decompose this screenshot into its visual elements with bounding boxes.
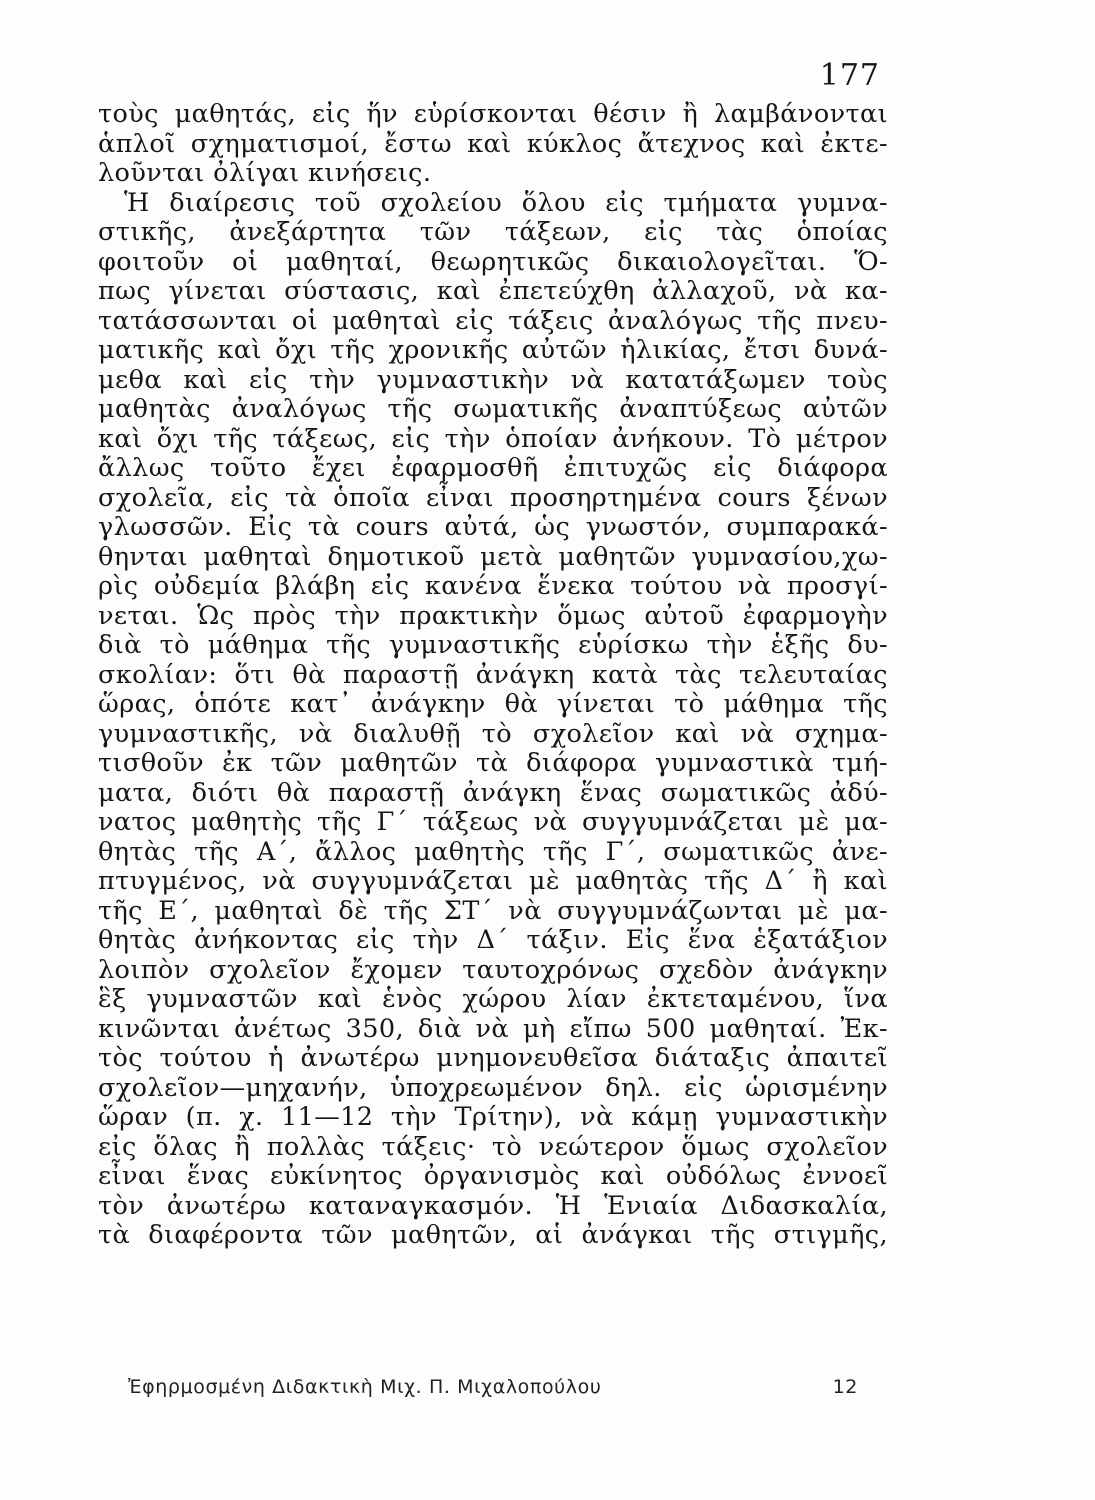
text-line: θητὰς τῆς Α΄, ἄλλος μαθητὴς τῆς Γ΄, σωματικῶς ἀνε- [98, 836, 888, 867]
page-footer [128, 1376, 868, 1406]
text-line: τὸν ἀνωτέρω καταναγκασμόν. Ἡ Ἑνιαία Διδασκαλία, [98, 1190, 888, 1221]
text-line: σχολεῖον—μηχανήν, ὑποχρεωμένον δηλ. εἰς ὡρισμένην [98, 1072, 888, 1103]
footer-book-title: Ἐφηρμοσμένη Διδακτικὴ Μιχ. Π. Μιχαλοπούλου [128, 1376, 602, 1398]
text-line: Ἡ διαίρεσις τοῦ σχολείου ὅλου εἰς τμήματα γυμνα- [124, 187, 888, 218]
text-line: μεθα καὶ εἰς τὴν γυμναστικὴν νὰ κατατάξωμεν τοὺς [98, 364, 888, 395]
footer-signature-number: 12 [832, 1376, 858, 1398]
text-line: μαθητὰς ἀναλόγως τῆς σωματικῆς ἀναπτύξεως αὐτῶν [98, 394, 888, 424]
text-line: φοιτοῦν οἱ μαθηταί, θεωρητικῶς δικαιολογεῖται. Ὅ- [98, 246, 888, 277]
text-line: θητὰς ἀνήκοντας εἰς τὴν Δ΄ τάξιν. Εἰς ἕνα ἑξατάξιον [98, 925, 888, 955]
text-line: τοὺς μαθητάς, εἰς ἥν εὑρίσκονται θέσιν ἢ λαμβάνονται [98, 99, 888, 129]
text-line: νεται. Ὡς πρὸς τὴν πρακτικὴν ὅμως αὐτοῦ ἐφαρμογὴν [98, 600, 888, 631]
text-line: τατάσσωνται οἱ μαθηταὶ εἰς τάξεις ἀναλόγως τῆς πνευ- [98, 305, 888, 336]
text-line: ὥρας, ὁπότε κατ᾿ ἀνάγκην θὰ γίνεται τὸ μάθημα τῆς [98, 689, 888, 719]
text-line: γυμναστικῆς, νὰ διαλυθῇ τὸ σχολεῖον καὶ νὰ σχημα- [98, 718, 888, 749]
text-line: νατος μαθητὴς τῆς Γ΄ τάξεως νὰ συγγυμνάζεται μὲ μα- [98, 807, 888, 837]
text-line: ἄλλως τοῦτο ἔχει ἐφαρμοσθῆ ἐπιτυχῶς εἰς διάφορα [98, 453, 888, 483]
text-line: λοιπὸν σχολεῖον ἔχομεν ταυτοχρόνως σχεδὸν ἀνάγκην [98, 954, 888, 985]
text-line: ὥραν (π. χ. 11—12 τὴν Τρίτην), νὰ κάμῃ γυμναστικὴν [98, 1102, 888, 1132]
page-number: 177 [819, 58, 880, 93]
text-line: ἓξ γυμναστῶν καὶ ἑνὸς χώρου λίαν ἐκτεταμένου, ἵνα [98, 984, 888, 1014]
text-line: εἶναι ἕνας εὐκίνητος ὀργανισμὸς καὶ οὐδόλως ἐννοεῖ [98, 1161, 888, 1191]
text-line: τισθοῦν ἐκ τῶν μαθητῶν τὰ διάφορα γυμναστικὰ τμή- [98, 748, 888, 778]
text-line: θηνται μαθηταὶ δημοτικοῦ μετὰ μαθητῶν γυμνασίου,χω- [98, 541, 888, 572]
text-line: ρὶς οὐδεμία βλάβη εἰς κανένα ἕνεκα τούτου νὰ προσγί- [98, 571, 888, 601]
text-line: διὰ τὸ μάθημα τῆς γυμναστικῆς εὑρίσκω τὴν ἑξῆς δυ- [98, 630, 888, 660]
text-line: εἰς ὅλας ἢ πολλὰς τάξεις· τὸ νεώτερον ὅμως σχολεῖον [98, 1131, 888, 1162]
text-line: σκολίαν: ὅτι θὰ παραστῇ ἀνάγκη κατὰ τὰς τελευταίας [98, 659, 888, 690]
text-line: γλωσσῶν. Εἰς τὰ cours αὐτά, ὡς γνωστόν, συμπαρακά- [98, 512, 888, 542]
text-line: κινῶνται ἀνέτως 350, διὰ νὰ μὴ εἴπω 500 μαθηταί. Ἐκ- [98, 1013, 888, 1044]
text-line: πως γίνεται σύστασις, καὶ ἐπετεύχθη ἀλλαχοῦ, νὰ κα- [98, 276, 888, 306]
text-line: ματικῆς καὶ ὄχι τῆς χρονικῆς αὐτῶν ἡλικίας, ἔτσι δυνά- [98, 335, 888, 365]
text-line: πτυγμένος, νὰ συγγυμνάζεται μὲ μαθητὰς τῆς Δ΄ ἢ καὶ [98, 866, 888, 896]
text-line: τὸς τούτου ἡ ἀνωτέρω μνημονευθεῖσα διάταξις ἀπαιτεῖ [98, 1043, 888, 1073]
text-line: καὶ ὄχι τῆς τάξεως, εἰς τὴν ὁποίαν ἀνήκουν. Τὸ μέτρον [98, 423, 888, 454]
text-line: σχολεῖα, εἰς τὰ ὁποῖα εἶναι προσηρτημένα cours ξένων [98, 482, 888, 513]
text-line: τὰ διαφέροντα τῶν μαθητῶν, αἱ ἀνάγκαι τῆς στιγμῆς, [98, 1220, 888, 1250]
text-line: στικῆς, ἀνεξάρτητα τῶν τάξεων, εἰς τὰς ὁποίας [98, 217, 888, 247]
text-line: τῆς Ε΄, μαθηταὶ δὲ τῆς ΣΤ΄ νὰ συγγυμνάζωνται μὲ μα- [98, 895, 888, 926]
text-line: ματα, διότι θὰ παραστῇ ἀνάγκη ἕνας σωματικῶς ἀδύ- [98, 777, 888, 808]
text-line: ἁπλοῖ σχηματισμοί, ἔστω καὶ κύκλος ἄτεχνος καὶ ἐκτε- [98, 128, 888, 159]
body-text [98, 100, 888, 1251]
text-line: λοῦνται ὀλίγαι κινήσεις. [98, 158, 432, 188]
